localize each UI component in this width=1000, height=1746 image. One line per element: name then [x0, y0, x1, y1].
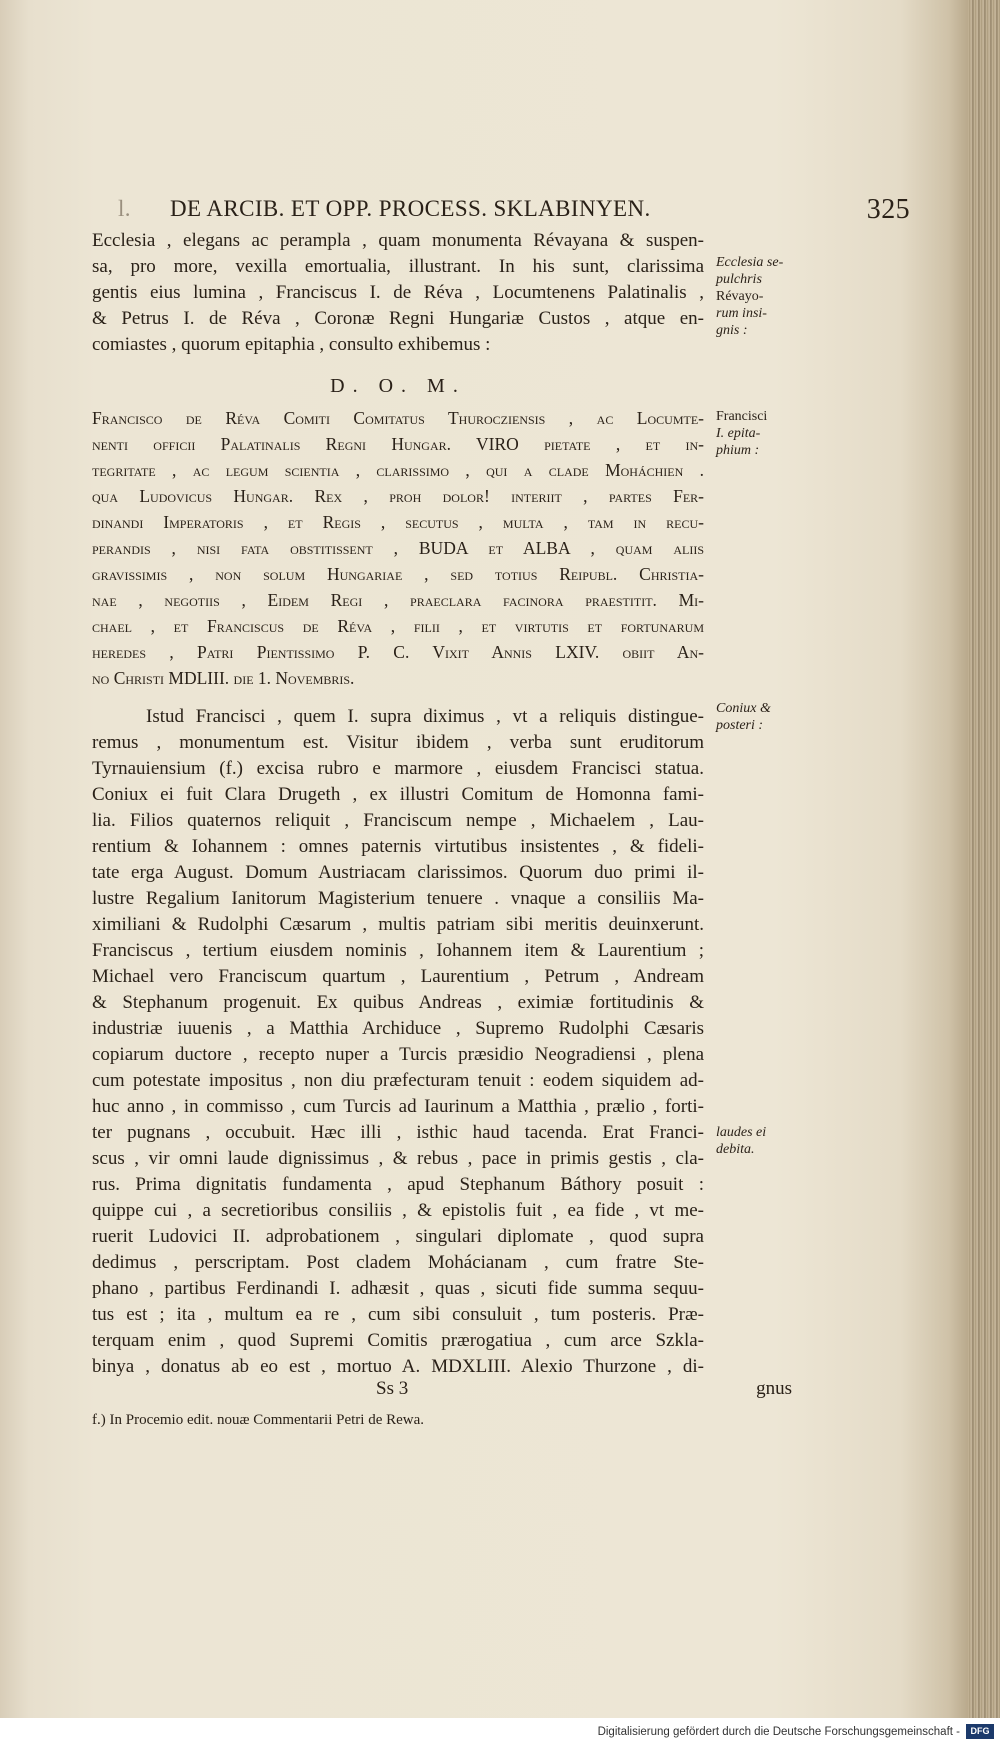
text-line: tate erga August. Domum Austriacam clarissimos. Quorum duo primi il- — [92, 862, 704, 883]
epitaph-heading: D. O. M. — [330, 375, 466, 397]
dfg-logo-icon: DFG — [966, 1724, 994, 1739]
epitaph-line: no Christi MDLIII. die 1. Novembris. — [92, 668, 355, 688]
text-line: rentium & Iohannem : omnes paternis virtutibus insistentes , & fideli- — [92, 836, 704, 857]
page-edges — [968, 0, 1000, 1718]
text-line: tus est ; ita , multum ea re , cum sibi consuluit , tum posteris. Præ- — [92, 1304, 704, 1325]
catchword: gnus — [756, 1378, 792, 1399]
epitaph-line: dinandi Imperatoris , et Regis , secutus , multa , tam in recu- — [92, 512, 704, 532]
text-line: binya , donatus ab eo est , mortuo A. MDXLIII. Alexio Thurzone , di- — [92, 1356, 704, 1377]
text-line: huc anno , in commisso , cum Turcis ad Iaurinum a Matthia , prælio , forti- — [92, 1096, 704, 1117]
text-line: ximiliani & Rudolphi Cæsarum , multis patriam sibi meritis deuinxerunt. — [92, 914, 704, 935]
text-line: Istud Francisci , quem I. supra diximus , vt a reliquis distingue- — [146, 706, 704, 727]
text-line: copiarum ductore , recepto nuper a Turcis præsidio Neogradiensi , plena — [92, 1044, 704, 1065]
footnote: f.) In Procemio edit. nouæ Commentarii Petri de Rewa. — [92, 1412, 425, 1428]
signature-mark: Ss 3 — [376, 1378, 409, 1399]
text-line: & Petrus I. de Réva , Coronæ Regni Hungariæ Custos , atque en- — [92, 308, 704, 329]
text-line: terquam enim , quod Supremi Comitis prærogatiua , cum arce Szkla- — [92, 1330, 704, 1351]
text-line: quippe cui , a secretioribus consiliis , & epistolis fuit , ea fide , vt me- — [92, 1200, 704, 1221]
margin-note-coniux: Coniux & posteri : — [716, 701, 771, 733]
text-line: lia. Filios quaternos reliquit , Franciscum nempe , Michaelem , Lau- — [92, 810, 704, 831]
text-line: gentis eius lumina , Franciscus I. de Réva , Locumtenens Palatinalis , — [92, 282, 704, 303]
text-line: industriæ iuuenis , a Matthia Archiduce , Supremo Rudolphi Cæsaris — [92, 1018, 704, 1039]
text-line: Michael vero Franciscum quartum , Laurentium , Petrum , Andream — [92, 966, 704, 987]
text-line: sa, pro more, vexilla emortualia, illustrant. In his sunt, clarissima — [92, 256, 704, 277]
epitaph-line: nenti officii Palatinalis Regni Hungar. VIRO pietate , et in- — [92, 434, 704, 454]
text-line: rus. Prima dignitatis fundamenta , apud Stephanum Báthory posuit : — [92, 1174, 704, 1195]
text-line: & Stephanum progenuit. Ex quibus Andreas , eximiæ fortitudinis & — [92, 992, 704, 1013]
page-number: 325 — [866, 194, 910, 225]
text-line: Ecclesia , elegans ac perampla , quam monumenta Révayana & suspen- — [92, 230, 704, 251]
running-header — [118, 194, 910, 230]
epitaph-line: tegritate , ac legum scientia , clarissimo , qui a clade Moháchien . — [92, 460, 704, 480]
text-line: comiastes , quorum epitaphia , consulto exhibemus : — [92, 334, 491, 355]
text-line: Coniux ei fuit Clara Drugeth , ex illustri Comitum de Homonna fami- — [92, 784, 704, 805]
epitaph-line: gravissimis , non solum Hungariae , sed totius Reipubl. Christia- — [92, 564, 704, 584]
footer-bar — [0, 1718, 1000, 1746]
epitaph-line: Francisco de Réva Comiti Comitatus Thurocziensis , ac Locumte- — [92, 408, 704, 428]
epitaph-line: qua Ludovicus Hungar. Rex , proh dolor! interiit , partes Fer- — [92, 486, 704, 506]
text-line: scus , vir omni laude dignissimus , & rebus , pace in primis gestis , cla- — [92, 1148, 704, 1169]
text-line: ter pugnans , occubuit. Hæc illi , isthic haud tacenda. Erat Franci- — [92, 1122, 704, 1143]
text-line: dedimus , perscriptam. Post cladem Mohácianam , cum fratre Ste- — [92, 1252, 704, 1273]
text-line: ruerit Ludovici II. adprobationem , singulari diplomate , quod supra — [92, 1226, 704, 1247]
text-line: Tyrnauiensium (f.) excisa rubro e marmore , eiusdem Francisci statua. — [92, 758, 704, 779]
margin-note-ecclesia: Ecclesia se- pulchris Révayo- rum insi- gnis : — [716, 255, 784, 338]
epitaph-line: nae , negotiis , Eidem Regi , praeclara facinora praestitit. Mi- — [92, 590, 704, 610]
funding-credit: Digitalisierung gefördert durch die Deutsche Forschungsgemeinschaft - — [597, 1726, 960, 1738]
margin-note-laudes: laudes ei debita. — [716, 1125, 767, 1157]
epitaph-line: chael , et Franciscus de Réva , filii , et virtutis et fortunarum — [92, 616, 704, 636]
text-line: remus , monumentum est. Visitur ibidem , verba sunt eruditorum — [92, 732, 704, 753]
margin-note-epitaphium: Francisci I. epita- phium : — [716, 409, 768, 458]
header-mark: l. — [118, 196, 131, 221]
epitaph-line: perandis , nisi fata obstitissent , BUDA et ALBA , quam aliis — [92, 538, 704, 558]
text-line: lustre Regalium Ianitorum Magisterium tenuere . vnaque a consiliis Ma- — [92, 888, 704, 909]
text-line: phano , partibus Ferdinandi I. adhæsit , quas , sicuti fide summa sequu- — [92, 1278, 704, 1299]
text-line: Franciscus , tertium eiusdem nominis , Iohannem item & Laurentium ; — [92, 940, 704, 961]
text-line: cum potestate impositus , non diu præfecturam tenuit : eodem siquidem ad- — [92, 1070, 704, 1091]
epitaph-line: heredes , Patri Pientissimo P. C. Vixit Annis LXIV. obiit An- — [92, 642, 704, 662]
header-title: DE ARCIB. ET OPP. PROCESS. SKLABINYEN. — [170, 196, 651, 221]
